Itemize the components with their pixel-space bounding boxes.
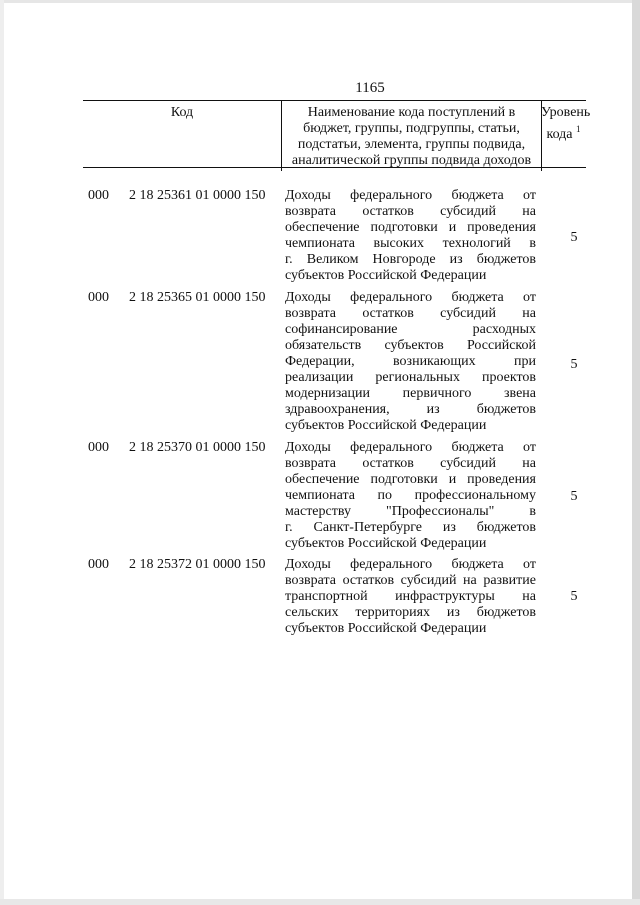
description-line: возврата остатков субсидий на (285, 204, 536, 219)
code-level: 5 (570, 230, 578, 245)
code-level: 5 (570, 589, 578, 604)
description-line: субъектов Российской Федерации (285, 418, 487, 433)
description-line: субъектов Российской Федерации (285, 621, 487, 636)
description-line: сельских территориях из бюджетов (285, 605, 536, 620)
revenue-description (285, 440, 536, 552)
header-code-label: Код (170, 105, 194, 120)
header-name-line: аналитической группы подвида доходов (291, 153, 532, 168)
description-line: модернизации первичного звена (285, 386, 536, 401)
description-line: субъектов Российской Федерации (285, 536, 487, 551)
header-name-line: Наименование кода поступлений в (307, 105, 516, 120)
footnote-marker: 1 (576, 124, 581, 134)
page-number: 1165 (355, 80, 385, 96)
scan-edge-left (0, 0, 4, 905)
description-line: Доходы федерального бюджета от (285, 557, 536, 572)
revenue-description (285, 557, 536, 637)
description-line: г. Санкт-Петербурге из бюджетов (285, 520, 536, 535)
header-name-column (281, 101, 542, 171)
description-line: здравоохранения, из бюджетов (285, 402, 536, 417)
description-line: возврата остатков субсидий на (285, 456, 536, 471)
header-name-line: бюджет, группы, подгруппы, статьи, (303, 121, 520, 136)
description-line: мастерству "Профессионалы" в (285, 504, 536, 519)
revenue-description (285, 290, 536, 434)
description-line: реализации региональных проектов (285, 370, 536, 385)
header-level-column (541, 101, 591, 171)
description-line: обеспечение подготовки и проведения (285, 220, 536, 235)
revenue-code: 2 18 25365 01 0000 150 (129, 290, 266, 305)
admin-code: 000 (88, 188, 109, 203)
admin-code: 000 (88, 557, 109, 572)
scan-edge-top (0, 0, 640, 3)
description-line: обеспечение подготовки и проведения (285, 472, 536, 487)
revenue-description (285, 188, 536, 284)
description-line: чемпионата по профессиональному (285, 488, 536, 503)
header-level-label: кода (546, 127, 573, 142)
scan-edge-bottom (0, 899, 640, 905)
revenue-code: 2 18 25372 01 0000 150 (129, 557, 266, 572)
header-level-line: Уровень (541, 105, 591, 120)
description-line: Федерации, возникающих при (285, 354, 536, 369)
code-level: 5 (570, 489, 578, 504)
description-line: Доходы федерального бюджета от (285, 188, 536, 203)
admin-code: 000 (88, 440, 109, 455)
description-line: субъектов Российской Федерации (285, 268, 487, 283)
description-line: обязательств субъектов Российской (285, 338, 536, 353)
description-line: Доходы федерального бюджета от (285, 290, 536, 305)
description-line: возврата остатков субсидий на развитие (285, 573, 536, 588)
description-line: возврата остатков субсидий на (285, 306, 536, 321)
table-header (83, 100, 591, 168)
header-level-line-with-footnote (541, 121, 586, 143)
header-name-line: подстатьи, элемента, группы подвида, (297, 137, 526, 152)
header-code-column (83, 101, 281, 171)
code-level: 5 (570, 357, 578, 372)
scan-edge-right (632, 0, 640, 905)
description-line: софинансирование расходных (285, 322, 536, 337)
description-line: г. Великом Новгороде из бюджетов (285, 252, 536, 267)
description-line: чемпионата высоких технологий в (285, 236, 536, 251)
revenue-code: 2 18 25361 01 0000 150 (129, 188, 266, 203)
description-line: Доходы федерального бюджета от (285, 440, 536, 455)
admin-code: 000 (88, 290, 109, 305)
description-line: транспортной инфраструктуры на (285, 589, 536, 604)
revenue-code: 2 18 25370 01 0000 150 (129, 440, 266, 455)
